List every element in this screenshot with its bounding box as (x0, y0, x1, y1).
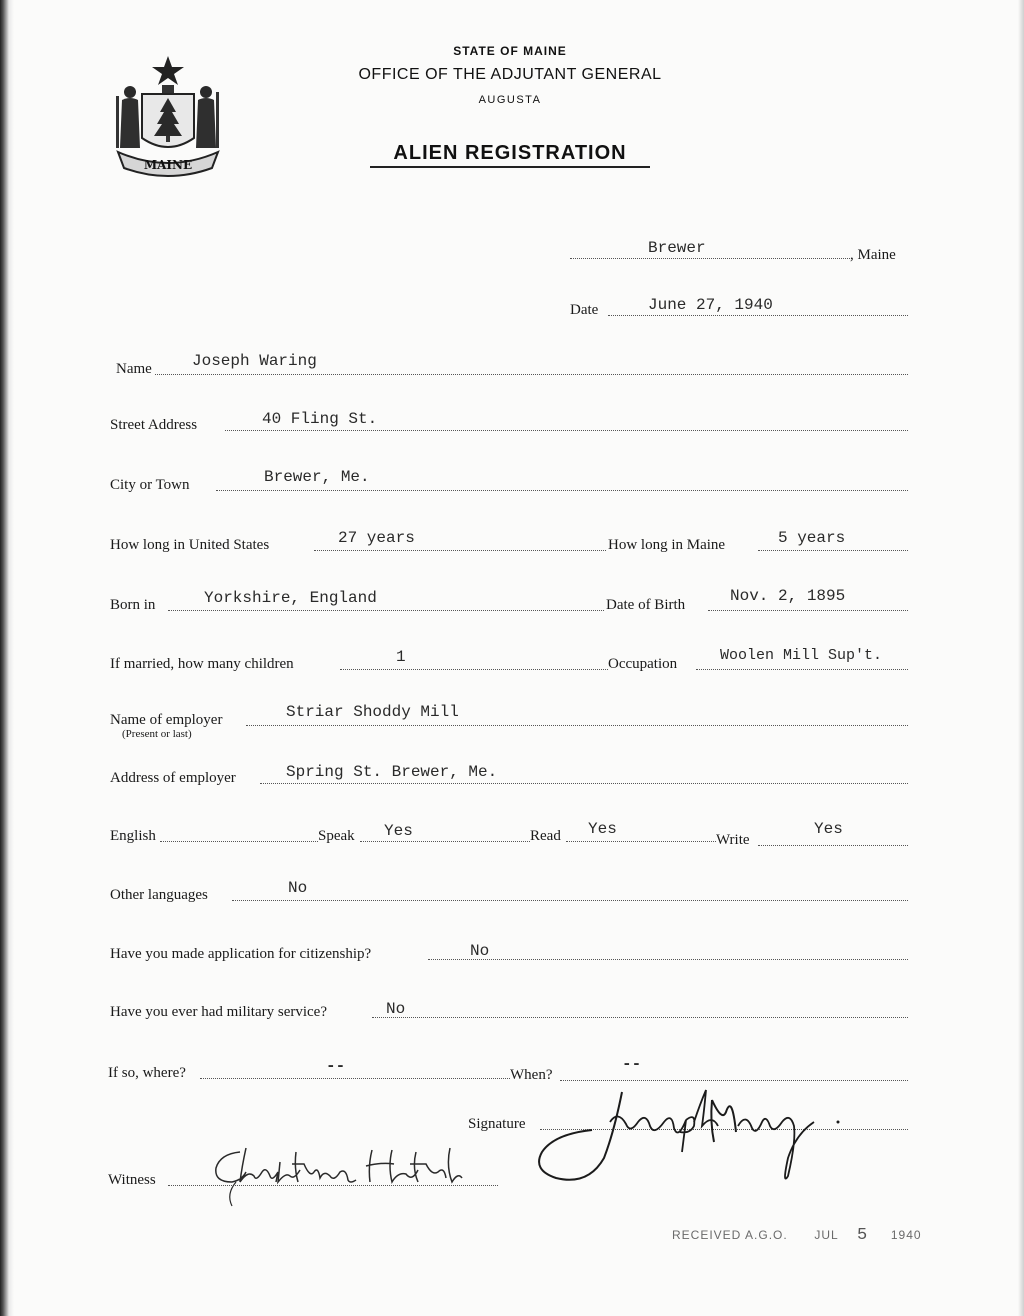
received-stamp (672, 1226, 922, 1245)
date-label: Date (570, 302, 599, 318)
us-time-line (314, 550, 606, 551)
name-value: Joseph Waring (192, 352, 317, 370)
employer-address-value: Spring St. Brewer, Me. (286, 763, 498, 781)
write-line (758, 845, 908, 846)
children-value: 1 (396, 648, 406, 666)
city-value: Brewer, Me. (264, 468, 370, 486)
write-label: Write (716, 832, 750, 848)
other-languages-label: Other languages (110, 887, 208, 903)
employer-line (246, 725, 908, 726)
city-line (216, 490, 908, 491)
signature-label: Signature (468, 1116, 526, 1132)
other-languages-line (232, 900, 908, 901)
maine-time-line (758, 550, 908, 551)
read-line (566, 841, 716, 842)
place-line (570, 258, 850, 259)
name-label: Name (116, 361, 152, 377)
where-value: -- (326, 1057, 346, 1075)
witness-label: Witness (108, 1172, 156, 1188)
citizenship-value: No (470, 942, 490, 960)
place-value: Brewer (648, 239, 706, 257)
citizenship-line (428, 959, 908, 960)
military-label: Have you ever had military service? (110, 1004, 327, 1020)
military-value: No (386, 1000, 406, 1018)
stamp-prefix: RECEIVED A.G.O. (672, 1228, 788, 1242)
form-title: ALIEN REGISTRATION (393, 142, 627, 164)
read-value: Yes (588, 820, 617, 838)
stamp-day: 5 (856, 1226, 869, 1245)
born-label: Born in (110, 597, 156, 613)
other-languages-value: No (288, 879, 308, 897)
military-line (372, 1017, 908, 1018)
when-line (560, 1080, 908, 1081)
employer-sublabel: (Present or last) (122, 728, 192, 740)
occupation-label: Occupation (608, 656, 678, 672)
when-value: -- (622, 1055, 642, 1073)
employer-address-label: Address of employer (110, 770, 236, 786)
name-line (155, 374, 908, 375)
scan-edge-left (0, 0, 14, 1316)
employer-label: Name of employer (110, 712, 223, 728)
witness-handwriting (206, 1142, 476, 1208)
employer-address-line (260, 783, 908, 784)
street-line (225, 430, 908, 431)
street-label: Street Address (110, 417, 198, 433)
maine-time-label: How long in Maine (608, 537, 726, 553)
occupation-value: Woolen Mill Sup't. (720, 647, 883, 664)
children-label: If married, how many children (110, 656, 294, 672)
us-time-label: How long in United States (110, 537, 270, 553)
english-label: English (110, 828, 156, 844)
children-line (340, 669, 608, 670)
citizenship-label: Have you made application for citizenship? (110, 946, 372, 962)
stamp-month: JUL (814, 1228, 839, 1242)
date-line (608, 315, 908, 316)
title-underline (370, 166, 650, 168)
stamp-year: 1940 (890, 1228, 922, 1242)
speak-value: Yes (384, 822, 413, 840)
where-line (200, 1078, 510, 1079)
speak-label: Speak (318, 828, 355, 844)
dob-label: Date of Birth (606, 597, 686, 613)
employer-value: Striar Shoddy Mill (286, 703, 459, 721)
us-time-value: 27 years (338, 529, 415, 547)
dob-line (708, 610, 908, 611)
state-heading: STATE OF MAINE (453, 44, 567, 58)
city-heading: AUGUSTA (478, 94, 542, 106)
city-label: City or Town (110, 477, 190, 493)
signature-handwriting (526, 1082, 856, 1190)
office-heading: OFFICE OF THE ADJUTANT GENERAL (358, 66, 662, 83)
speak-line (360, 841, 530, 842)
born-line (168, 610, 604, 611)
where-label: If so, where? (108, 1065, 186, 1081)
occupation-line (696, 669, 908, 670)
write-value: Yes (814, 820, 843, 838)
born-value: Yorkshire, England (204, 589, 377, 607)
maine-time-value: 5 years (778, 529, 846, 547)
read-label: Read (530, 828, 561, 844)
when-label: When? (510, 1067, 553, 1083)
maine-seal-icon (112, 52, 224, 180)
street-value: 40 Fling St. (262, 410, 378, 428)
seal-banner-text: MAINE (143, 158, 193, 172)
scan-edge-right (1018, 0, 1024, 1316)
english-line (160, 841, 318, 842)
dob-value: Nov. 2, 1895 (730, 587, 846, 605)
date-value: June 27, 1940 (648, 296, 773, 314)
place-suffix: , Maine (850, 247, 896, 263)
